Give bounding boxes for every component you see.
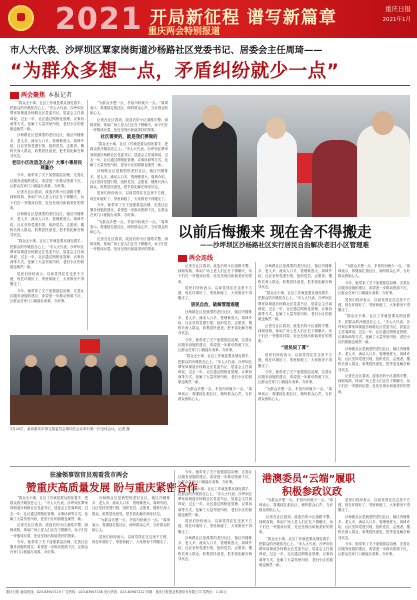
photo-figure (50, 365, 72, 399)
body-paragraph: 记者在社区看到，改造后的小区道路平整、绿树成荫，休闲广场上老人们正在下棋聊天，孩子们在一旁嬉戏玩耍，处处呈现出和谐美好的景象。 (10, 523, 88, 538)
photo-figure-head (372, 111, 394, 135)
banner-subtitle: 重庆两会特别报道 (148, 27, 221, 37)
lead-subhead-2: 社区需要的，就是我们要做的 (100, 134, 158, 140)
body-paragraph: “群众无小事，社区工作就是要从细处着手，把群众的冷暖放在心上。”市人大代表、沙坪坝区覃家岗街道沙杨路社区党委书记、居委会主任周琦说，过去一年，社区通过网格化管理、议事协商等方式，化解了大量邻里纠纷，老旧小区的面貌也焕然一新。 (10, 496, 88, 521)
photo-figure (192, 120, 237, 217)
body-paragraph: 记者在社区看到，改造后的小区道路平整、绿树成荫，休闲广场上老人们正在下棋聊天，孩子们在一旁嬉戏玩耍，处处呈现出和谐美好的景象。 (90, 236, 168, 251)
body-paragraph: 记者在社区看到，改造后的小区道路平整、绿树成荫，休闲广场上老人们正在下棋聊天，孩子们在一旁嬉戏玩耍，处处呈现出和谐美好的景象。 (338, 374, 410, 394)
body-paragraph: “为群众多想一点，矛盾纠纷就少一点。”周琦表示，将继续扎根社区，倾听群众心声，当好群众的贴心人。 (90, 219, 168, 235)
banner-year: 2021 (55, 2, 143, 37)
body-paragraph: 今年，她带来了关于加强基层治理、完善社区服务设施的建议，希望进一步推动资源下沉，让群众在家门口就能办成事、办好事。 (258, 369, 332, 385)
body-paragraph: “群众无小事，社区工作就是要从细处着手，把群众的冷暖放在心上。”市人大代表、沙坪坝区覃家岗街道沙杨路社区党委书记、居委会主任周琦说，过去一年，社区通过网格化管理、议事协商等方式，化解了大量邻里纠纷，老旧小区的面貌也焕然一新。 (10, 239, 84, 270)
body-paragraph: 今年，她带来了关于加强基层治理、完善社区服务设施的建议，希望进一步推动资源下沉，让群众在家门口就能办成事、办好事。 (178, 337, 252, 352)
emblem-icon (8, 5, 34, 31)
body-paragraph: 今年，她带来了关于加强基层治理、完善社区服务设施的建议，希望进一步推动资源下沉，让群众在家门口就能办成事、办好事。 (90, 202, 168, 218)
photo-figure-head (266, 117, 286, 139)
body-paragraph: 沙杨路社区是典型的老旧社区，辖区内楼栋多、老人多、流动人口多，管理难度大。周琦介绍，社区坚持党建引领，组织党员、志愿者、楼栋长深入群众，收集居民意见，把矛盾化解在萌芽状态。 (10, 133, 84, 159)
body-paragraph: “为群众多想一点，矛盾纠纷就少一点。”周琦表示，将继续扎根社区，倾听群众心声，当好群众的贴心人。 (259, 498, 333, 513)
photo-figure (110, 365, 132, 399)
feature-body-col-2 (258, 264, 332, 464)
body-paragraph: “群众无小事，社区工作就是要从细处着手，把群众的冷暖放在心上。”市人大代表、沙坪坝区覃家岗街道沙杨路社区党委书记、居委会主任周琦说，过去一年，社区通过网格化管理、议事协商等方式，化解了大量邻里纠纷，老旧小区的面貌也焕然一新。 (258, 291, 332, 322)
body-paragraph: 沙杨路社区是典型的老旧社区，辖区内楼栋多、老人多、流动人口多，管理难度大。周琦介绍，社区坚持党建引领，组织党员、志愿者、楼栋长深入群众，收集居民意见，把矛盾化解在萌芽状态。 (10, 212, 84, 237)
lead-subhead-1: 老旧小区改造怎么办？大事小事居民商量办 (11, 160, 83, 172)
yun-headline-2: 积极参政议政 (282, 487, 342, 498)
body-paragraph: 居民们纷纷表示，以前觉得住在这里不方便，现在环境好了、邻里和睦了，大家都舍不得搬走了。 (92, 534, 170, 544)
lead-reporter: 本报记者 (48, 92, 73, 99)
body-paragraph: 沙杨路社区是典型的老旧社区，辖区内楼栋多、老人多、流动人口多，管理难度大。周琦介绍，社区坚持党建引领，组织党员、志愿者、楼栋长深入群众，收集居民意见，把矛盾化解在萌芽状态。 (92, 496, 170, 516)
body-paragraph: “为群众多想一点，矛盾纠纷就少一点。”周琦表示，将继续扎根社区，倾听群众心声，当好群众的贴心人。 (178, 386, 252, 402)
column-rule (87, 100, 88, 330)
divider (10, 85, 410, 86)
column-rule (174, 470, 175, 586)
body-paragraph: “群众无小事，社区工作就是要从细处着手，把群众的冷暖放在心上。”市人大代表、沙坪坝区覃家岗街道沙杨路社区党委书记、居委会主任周琦说，过去一年，社区通过网格化管理、议事协商等方式，化解了大量邻里纠纷，老旧小区的面貌也焕然一新。 (178, 486, 252, 517)
divider (10, 466, 410, 467)
banner-edition: 重庆日报 (385, 5, 411, 13)
body-paragraph: 居民们纷纷表示，以前觉得住在这里不方便，现在环境好了、邻里和睦了，大家都舍不得搬走了。 (338, 297, 410, 312)
masthead-banner (0, 0, 417, 38)
yun-headline-1: 港澳委员“云端”履职 (262, 474, 356, 485)
conference-photo-caption: 1月20日，政协重庆市第五届委员会第四次会议举行第一次全体会议。记者 摄 (10, 427, 130, 431)
yun-body-col-2 (338, 498, 410, 586)
body-paragraph: 居民们纷纷表示，以前觉得住在这里不方便，现在环境好了、邻里和睦了，大家都舍不得搬走了。 (90, 191, 168, 201)
feature-section-tag (178, 253, 213, 262)
body-paragraph: 今年，她带来了关于加强基层治理、完善社区服务设施的建议，希望进一步推动资源下沉，让群众在家门口就能办成事、办好事。 (10, 288, 84, 303)
feature-tag-label: 两会连线 (189, 255, 214, 262)
bottom-body-col-1 (178, 470, 252, 586)
body-paragraph: 沙杨路社区是典型的老旧社区，辖区内楼栋多、老人多、流动人口多，管理难度大。周琦介绍，社区坚持党建引领，组织党员、志愿者、楼栋长深入群众，收集居民意见，把矛盾化解在萌芽状态。 (90, 169, 168, 189)
feature-subhead-1: 居民自治，破解管理难题 (190, 303, 240, 309)
body-paragraph: 沙杨路社区是典型的老旧社区，辖区内楼栋多、老人多、流动人口多，管理难度大。周琦介绍，社区坚持党建引领，组织党员、志愿者、楼栋长深入群众，收集居民意见，把矛盾化解在萌芽状态。 (178, 310, 252, 336)
hk-body-col-1 (10, 496, 88, 586)
body-paragraph: 沙杨路社区是典型的老旧社区，辖区内楼栋多、老人多、流动人口多，管理难度大。周琦介绍，社区坚持党建引领，组织党员、志愿者、楼栋长深入群众，收集居民意见，把矛盾化解在萌芽状态。 (338, 514, 410, 540)
tag-icon (178, 255, 187, 262)
body-paragraph: 今年，她带来了关于加强基层治理、完善社区服务设施的建议，希望进一步推动资源下沉，让群众在家门口就能办成事、办好事。 (178, 470, 252, 485)
column-rule (335, 498, 336, 586)
photo-figure (80, 365, 102, 399)
photo-figure (140, 365, 162, 399)
lead-body-col-2 (90, 101, 168, 331)
flag-icon (80, 339, 100, 353)
photo-figure-head (202, 105, 224, 129)
body-paragraph: 今年，她带来了关于加强基层治理、完善社区服务设施的建议，希望进一步推动资源下沉，让群众在家门口就能办成事、办好事。 (10, 540, 88, 555)
feature-body-col-3 (338, 264, 410, 464)
body-paragraph: 记者在社区看到，改造后的小区道路平整、绿树成荫，休闲广场上老人们正在下棋聊天，孩子们在一旁嬉戏玩耍，处处呈现出和谐美好的景象。 (259, 514, 333, 535)
body-paragraph: “为群众多想一点，矛盾纠纷就少一点。”周琦表示，将继续扎根社区，倾听群众心声，当好群众的贴心人。 (92, 518, 170, 533)
hk-kicker: 驻渝领事馆官员观看我市两会 (50, 472, 129, 479)
feature-deck: ——沙坪坝区沙杨路社区实行居民自治解决老旧小区管理难 (200, 241, 369, 249)
community-photo (172, 95, 410, 217)
lead-tag-label: 两会聚焦 (21, 92, 46, 99)
lead-headline: “为群众多想一点，矛盾纠纷就少一点” (10, 61, 340, 82)
body-paragraph: 居民们纷纷表示，以前觉得住在这里不方便，现在环境好了、邻里和睦了，大家都舍不得搬走了。 (258, 353, 332, 368)
footer-divider (6, 587, 411, 588)
body-paragraph: 记者在社区看到，改造后的小区道路平整、绿树成荫，休闲广场上老人们正在下棋聊天，孩子们在一旁嬉戏玩耍，处处呈现出和谐美好的景象。 (178, 264, 252, 284)
body-paragraph: 记者在社区看到，改造后的小区道路平整、绿树成荫，休闲广场上老人们正在下棋聊天，孩子们在一旁嬉戏玩耍，处处呈现出和谐美好的景象。 (90, 117, 168, 133)
body-paragraph: 居民们纷纷表示，以前觉得住在这里不方便，现在环境好了、邻里和睦了，大家都舍不得搬走了。 (338, 498, 410, 513)
body-paragraph: “为群众多想一点，矛盾纠纷就少一点。”周琦表示，将继续扎根社区，倾听群众心声，当好群众的贴心人。 (90, 101, 168, 116)
body-paragraph: 居民们纷纷表示，以前觉得住在这里不方便，现在环境好了、邻里和睦了，大家都舍不得搬走了。 (178, 286, 252, 301)
hk-headline: 赞重庆高质量发展 盼与重庆紧密合作 (26, 482, 198, 494)
banner-slogan: 开局新征程 谱写新篇章 (150, 8, 337, 28)
body-paragraph: “群众无小事，社区工作就是要从细处着手，把群众的冷暖放在心上。”市人大代表、沙坪坝区覃家岗街道沙杨路社区党委书记、居委会主任周琦说，过去一年，社区通过网格化管理、议事协商等方式，化解了大量邻里纠纷，老旧小区的面貌也焕然一新。 (10, 101, 84, 132)
body-paragraph: 记者在社区看到，改造后的小区道路平整、绿树成荫，休闲广场上老人们正在下棋聊天，孩子们在一旁嬉戏玩耍，处处呈现出和谐美好的景象。 (10, 190, 84, 210)
conference-photo (10, 335, 168, 425)
footer-info: 重庆日报 新闻热线：023-63907119 广告热线：023-63907158 发行热线：023-63907222 印刷：重庆日报报业集团印务有限公司 零售价：1.50元 (6, 590, 227, 594)
body-paragraph: 今年，她带来了关于加强基层治理、完善社区服务设施的建议，希望进一步推动资源下沉，让群众在家门口就能办成事、办好事。 (10, 173, 84, 188)
body-paragraph: 今年，她带来了关于加强基层治理、完善社区服务设施的建议，希望进一步推动资源下沉，让群众在家门口就能办成事、办好事。 (338, 542, 410, 557)
lead-section-tag (10, 90, 72, 99)
body-paragraph: 沙杨路社区是典型的老旧社区，辖区内楼栋多、老人多、流动人口多，管理难度大。周琦介绍，社区坚持党建引领，组织党员、志愿者、楼栋长深入群众，收集居民意见，把矛盾化解在萌芽状态。 (258, 264, 332, 289)
body-paragraph: “群众无小事，社区工作就是要从细处着手，把群众的冷暖放在心上。”市人大代表、沙坪坝区覃家岗街道沙杨路社区党委书记、居委会主任周琦说，过去一年，社区通过网格化管理、议事协商等方式，化解了大量邻里纠纷，老旧小区的面貌也焕然一新。 (338, 314, 410, 345)
lead-kicker: 市人大代表、沙坪坝区覃家岗街道沙杨路社区党委书记、居委会主任周琦—— (10, 45, 323, 56)
feature-subhead-2: “居民说了算” (281, 345, 309, 351)
body-paragraph: 居民们纷纷表示，以前觉得住在这里不方便，现在环境好了、邻里和睦了，大家都舍不得搬走了。 (10, 271, 84, 287)
hk-body-col-2 (92, 496, 170, 586)
body-paragraph: “群众无小事，社区工作就是要从细处着手，把群众的冷暖放在心上。”市人大代表、沙坪坝区覃家岗街道沙杨路社区党委书记、居委会主任周琦说，过去一年，社区通过网格化管理、议事协商等方式，化解了大量邻里纠纷，老旧小区的面貌也焕然一新。 (259, 536, 333, 567)
body-paragraph: “为群众多想一点，矛盾纠纷就少一点。”周琦表示，将继续扎根社区，倾听群众心声，当好群众的贴心人。 (258, 386, 332, 402)
yun-body-col-1 (259, 498, 333, 586)
body-paragraph: 沙杨路社区是典型的老旧社区，辖区内楼栋多、老人多、流动人口多，管理难度大。周琦介绍，社区坚持党建引领，组织党员、志愿者、楼栋长深入群众，收集居民意见，把矛盾化解在萌芽状态。 (178, 536, 252, 561)
body-paragraph: “为群众多想一点，矛盾纠纷就少一点。”周琦表示，将继续扎根社区，倾听群众心声，当好群众的贴心人。 (338, 264, 410, 279)
photo-figure (312, 140, 362, 217)
column-rule (255, 470, 256, 586)
body-paragraph: 记者在社区看到，改造后的小区道路平整、绿树成荫，休闲广场上老人们正在下棋聊天，孩子们在一旁嬉戏玩耍，处处呈现出和谐美好的景象。 (258, 323, 332, 344)
photo-figure (257, 130, 297, 217)
body-paragraph: “群众无小事，社区工作就是要从细处着手，把群众的冷暖放在心上。”市人大代表、沙坪坝区覃家岗街道沙杨路社区党委书记、居委会主任周琦说，过去一年，社区通过网格化管理、议事协商等方式，化解了大量邻里纠纷，老旧小区的面貌也焕然一新。 (90, 142, 168, 167)
body-paragraph: 今年，她带来了关于加强基层治理、完善社区服务设施的建议，希望进一步推动资源下沉，让群众在家门口就能办成事、办好事。 (338, 280, 410, 296)
column-rule (255, 262, 256, 462)
photo-figure (20, 365, 42, 399)
tag-icon (10, 92, 19, 99)
banner-date (361, 4, 411, 23)
body-paragraph: 沙杨路社区是典型的老旧社区，辖区内楼栋多、老人多、流动人口多，管理难度大。周琦介绍，社区坚持党建引领，组织党员、志愿者、楼栋长深入群众，收集居民意见，把矛盾化解在萌芽状态。 (338, 346, 410, 372)
feature-body-col-1 (178, 264, 252, 464)
banner-date-text: 2021年1月 (382, 17, 411, 23)
photo-figure (357, 125, 410, 217)
column-rule (335, 262, 336, 462)
photo-desk (10, 395, 168, 425)
lead-body-col-1 (10, 101, 84, 331)
body-paragraph: “群众无小事，社区工作就是要从细处着手，把群众的冷暖放在心上。”市人大代表、沙坪坝区覃家岗街道沙杨路社区党委书记、居委会主任周琦说，过去一年，社区通过网格化管理、议事协商等方式，化解了大量邻里纠纷，老旧小区的面貌也焕然一新。 (178, 354, 252, 385)
body-paragraph: 居民们纷纷表示，以前觉得住在这里不方便，现在环境好了、邻里和睦了，大家都舍不得搬走了。 (178, 519, 252, 534)
feature-headline: 以前后悔搬来 现在舍不得搬走 (178, 225, 372, 241)
